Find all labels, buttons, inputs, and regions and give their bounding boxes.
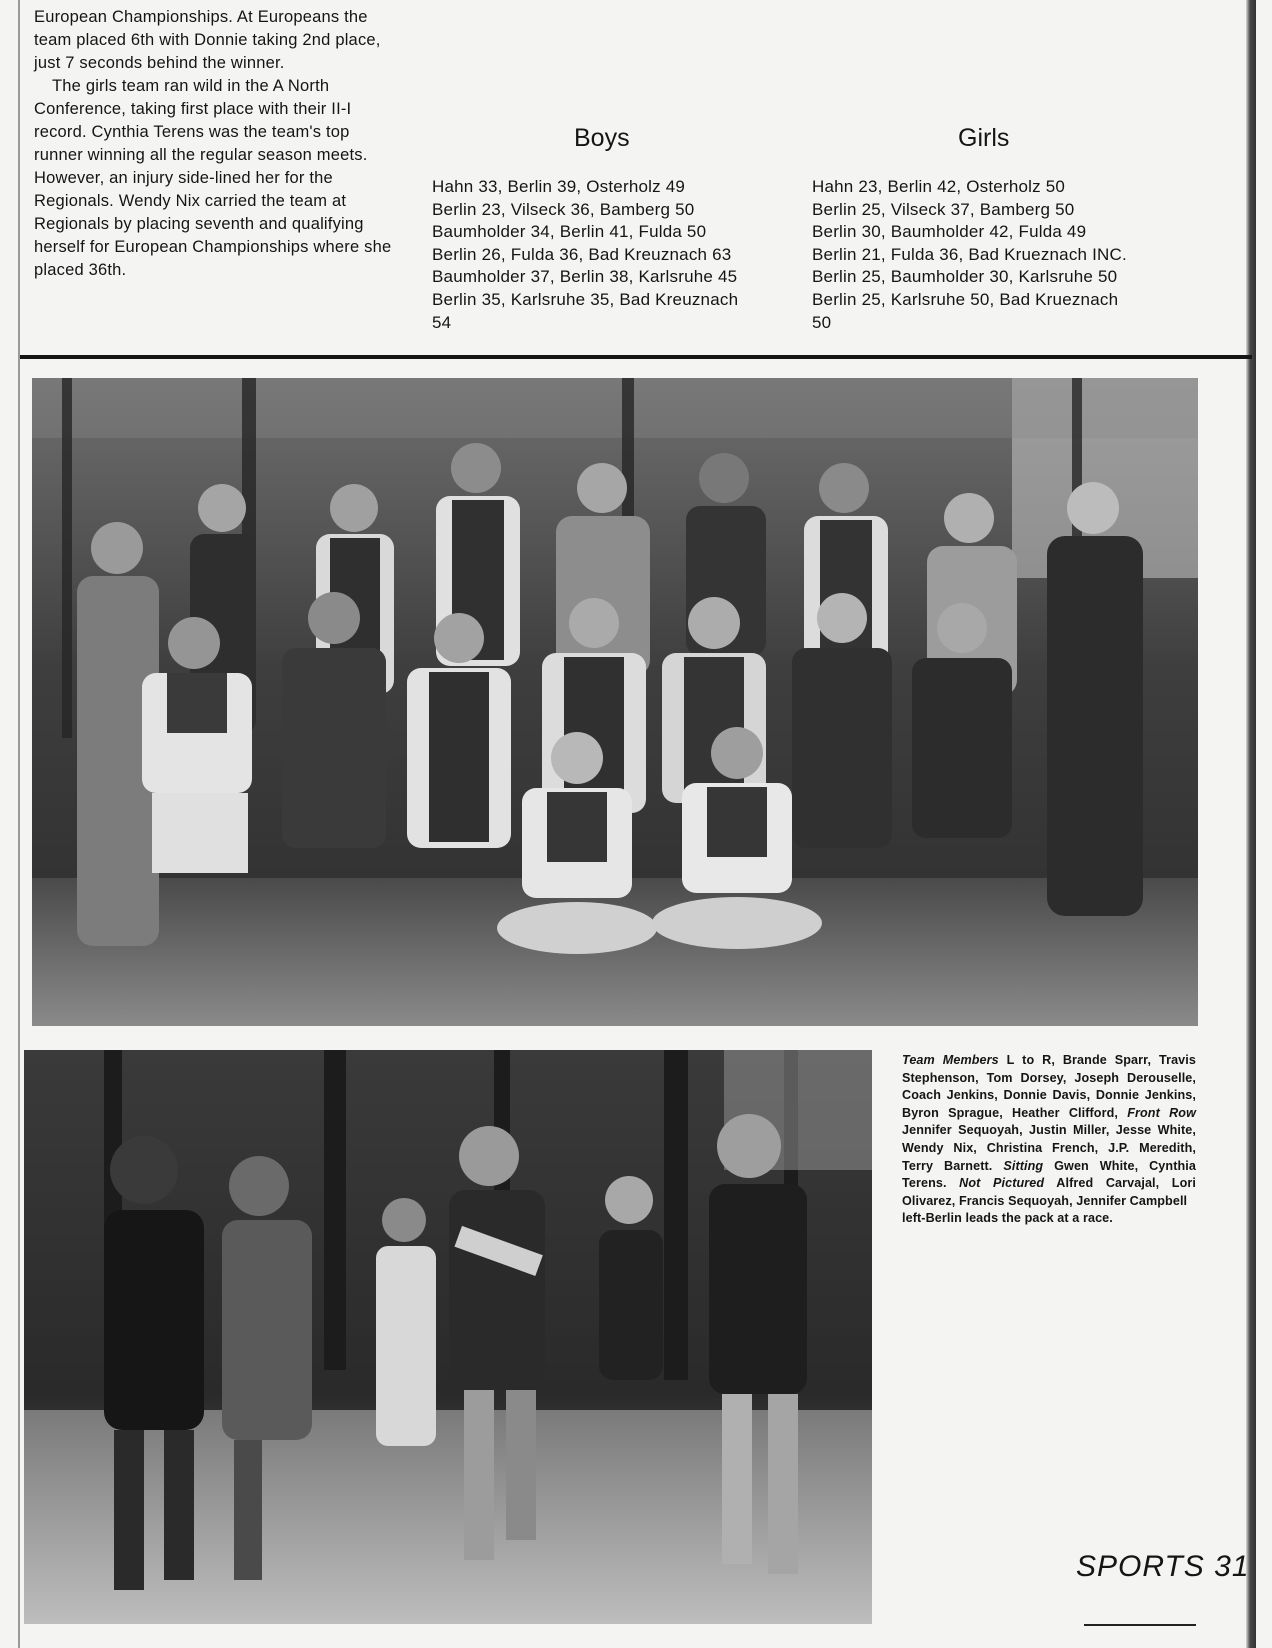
page-left-edge bbox=[18, 0, 20, 1648]
page-folio: SPORTS 31 bbox=[1076, 1550, 1250, 1583]
girls-result-6: Berlin 25, Karlsruhe 50, Bad Krueznach bbox=[812, 289, 1119, 309]
boys-result-2: Berlin 23, Vilseck 36, Bamberg 50 bbox=[432, 199, 695, 219]
intro-paragraph-1: European Championships. At Europeans the team placed 6th with Donnie taking 2nd place, just 7 seconds behind the winner. bbox=[34, 8, 381, 72]
caption-team-members: L to R, Brande Sparr, Travis Stephenson, Tom Dorsey, Joseph Derouselle, Coach Jenkins, Donnie Davis, Donnie Jenkins, Byron Sprague, Heather Clifford, bbox=[902, 1053, 1196, 1120]
girls-results bbox=[812, 176, 1172, 334]
boys-result-4: Berlin 26, Fulda 36, Bad Kreuznach 63 bbox=[432, 244, 732, 264]
girls-heading: Girls bbox=[958, 124, 1010, 152]
folio-rule bbox=[1084, 1624, 1196, 1626]
boys-result-6-continued: 54 bbox=[432, 312, 452, 332]
boys-result-3: Baumholder 34, Berlin 41, Fulda 50 bbox=[432, 222, 707, 242]
boys-result-6: Berlin 35, Karlsruhe 35, Bad Kreuznach bbox=[432, 289, 739, 309]
caption-label-team: Team Members bbox=[902, 1053, 999, 1067]
girls-result-4: Berlin 21, Fulda 36, Bad Krueznach INC. bbox=[812, 244, 1127, 264]
girls-result-5: Berlin 25, Baumholder 30, Karlsruhe 50 bbox=[812, 267, 1118, 287]
caption-not-pictured: Alfred Carvajal, Lori Olivarez, Francis Sequoyah, Jennifer Campbell bbox=[902, 1176, 1196, 1208]
caption-label-not-pictured: Not Pictured bbox=[959, 1176, 1045, 1191]
caption-label-sitting: Sitting bbox=[1003, 1158, 1044, 1173]
section-divider-rule bbox=[20, 355, 1252, 359]
boys-results bbox=[432, 176, 772, 334]
caption-label-front-row: Front Row bbox=[1127, 1105, 1196, 1120]
caption-front-row: Jennifer Sequoyah, Justin Miller, Jesse White, Wendy Nix, Christina French, J.P. Meredith, Terry Barnett. bbox=[902, 1123, 1196, 1173]
boys-heading: Boys bbox=[574, 124, 630, 152]
girls-result-6-continued: 50 bbox=[812, 312, 832, 332]
page-binding-edge bbox=[1246, 0, 1256, 1648]
race-caption: left-Berlin leads the pack at a race. bbox=[902, 1211, 1113, 1226]
photo-caption bbox=[902, 1052, 1196, 1228]
caption-sitting: Gwen White, Cynthia Terens. bbox=[902, 1158, 1196, 1191]
intro-paragraph-2: The girls team ran wild in the A North Conference, taking first place with their II-I record. Cynthia Terens was the team's top runner winning all the regular season meets. However, an injury side-lined her for the Regionals. Wendy Nix carried the team at Regionals by placing seventh and qualifying herself for European Championships where she placed 36th. bbox=[34, 77, 392, 279]
girls-result-3: Berlin 30, Baumholder 42, Fulda 49 bbox=[812, 222, 1087, 242]
boys-result-5: Baumholder 37, Berlin 38, Karlsruhe 45 bbox=[432, 267, 738, 287]
girls-result-2: Berlin 25, Vilseck 37, Bamberg 50 bbox=[812, 199, 1075, 219]
girls-result-1: Hahn 23, Berlin 42, Osterholz 50 bbox=[812, 177, 1066, 196]
boys-result-1: Hahn 33, Berlin 39, Osterholz 49 bbox=[432, 177, 686, 196]
intro-text bbox=[34, 6, 394, 282]
team-photo bbox=[32, 378, 1198, 1026]
race-photo bbox=[24, 1050, 872, 1624]
